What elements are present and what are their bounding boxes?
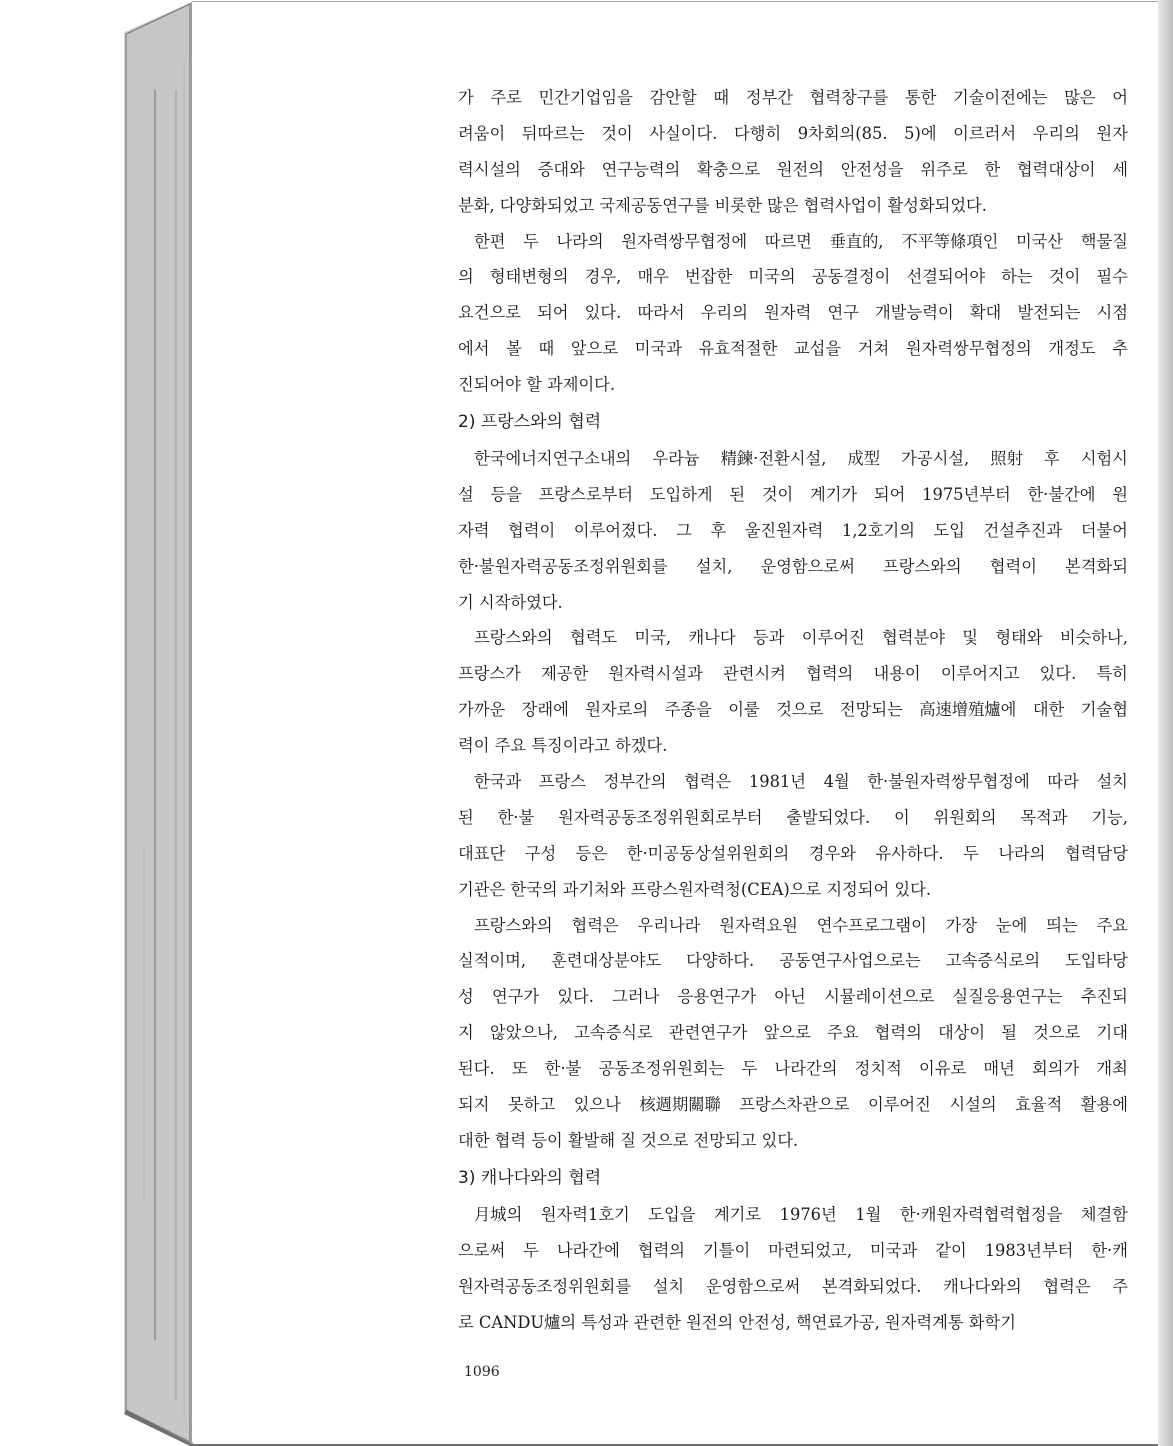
text-line: 설 등을 프랑스로부터 도입하게 된 것이 계기가 되어 1975년부터 한·불간에 원: [458, 484, 1128, 504]
text-line: 기관은 한국의 과기처와 프랑스원자력청(CEA)으로 지정되어 있다.: [458, 879, 932, 899]
paragraph: [458, 908, 1128, 1159]
text-line: 가까운 장래에 원자로의 주종을 이룰 것으로 전망되는 高速增殖爐에 대한 기술협: [458, 700, 1128, 720]
text-line: 된다. 또 한·불 공동조정위원회는 두 나라간의 정치적 이유로 매년 회의가 개최: [458, 1059, 1128, 1079]
section-heading: 2) 프랑스와의 협력: [458, 412, 602, 433]
text-line: 된 한·불 원자력공동조정위원회로부터 출발되었다. 이 위원회의 목적과 기능,: [458, 807, 1128, 827]
text-line: 대표단 구성 등은 한·미공동상설위원회의 경우와 유사하다. 두 나라의 협력담당: [458, 843, 1128, 863]
page-right-edge-shadow: [1158, 0, 1173, 1446]
text-line: 대한 협력 등이 활발해 질 것으로 전망되고 있다.: [458, 1130, 799, 1150]
paragraph: [458, 1197, 1128, 1341]
text-line: 분화, 다양화되었고 국제공동연구를 비롯한 많은 협력사업이 활성화되었다.: [458, 195, 987, 215]
paragraph: [458, 620, 1128, 764]
text-line: 한국과 프랑스 정부간의 협력은 1981년 4월 한·불원자력쌍무협정에 따라 설치: [474, 772, 1128, 792]
paragraph: [458, 764, 1128, 908]
text-line: 실적이며, 훈련대상분야도 다양하다. 공동연구사업으로는 고속증식로의 도입타당: [458, 951, 1128, 971]
text-line: 으로써 두 나라간에 협력의 기틀이 마련되었고, 미국과 같이 1983년부터 한·캐: [458, 1240, 1128, 1260]
text-line: 로 CANDU爐의 특성과 관련한 원전의 안전성, 핵연료가공, 원자력계통 화학기: [458, 1312, 1016, 1332]
text-line: 기 시작하였다.: [458, 592, 563, 612]
text-line: 요건으로 되어 있다. 따라서 우리의 원자력 연구 개발능력이 확대 발전되는 시점: [458, 303, 1128, 323]
text-line: 되지 못하고 있으나 核週期關聯 프랑스차관으로 이루어진 시설의 효율적 활용에: [458, 1095, 1128, 1115]
text-line: 한편 두 나라의 원자력쌍무협정에 따르면 垂直的, 不平等條項인 미국산 핵물질: [474, 231, 1128, 251]
text-line: 력시설의 증대와 연구능력의 확충으로 원전의 안전성을 위주로 한 협력대상이 세: [458, 159, 1128, 179]
text-line: 프랑스와의 협력도 미국, 캐나다 등과 이루어진 협력분야 및 형태와 비슷하나,: [474, 628, 1128, 648]
paragraph: [458, 441, 1128, 620]
text-line: 月城의 원자력1호기 도입을 계기로 1976년 1월 한·캐원자력협력협정을 체결함: [474, 1204, 1128, 1224]
text-line: 진되어야 할 과제이다.: [458, 375, 616, 395]
text-line: 프랑스가 제공한 원자력시설과 관련시켜 협력의 내용이 이루어지고 있다. 특히: [458, 664, 1128, 684]
section-heading: 3) 캐나다와의 협력: [458, 1167, 602, 1188]
paragraph: [458, 224, 1128, 403]
text-line: 지 않았으나, 고속증식로 관련연구가 앞으로 주요 협력의 대상이 될 것으로 기대: [458, 1023, 1128, 1043]
book-page: [192, 2, 1158, 1442]
text-line: 성 연구가 있다. 그러나 응용연구가 아닌 시뮬레이션으로 실질응용연구는 추진되: [458, 987, 1128, 1007]
text-line: 려움이 뒤따르는 것이 사실이다. 다행히 9차회의(85. 5)에 이르러서 우리의 원자: [458, 123, 1128, 143]
book-page-edges: [126, 4, 190, 1442]
text-line: 의 형태변형의 경우, 매우 번잡한 미국의 공동결정이 선결되어야 하는 것이 필수: [458, 267, 1128, 287]
text-line: 프랑스와의 협력은 우리나라 원자력요원 연수프로그램이 가장 눈에 띄는 주요: [474, 915, 1128, 935]
text-line: 력이 주요 특징이라고 하겠다.: [458, 736, 668, 756]
text-line: 에서 볼 때 앞으로 미국과 유효적절한 교섭을 거쳐 원자력쌍무협정의 개정도 추: [458, 339, 1128, 359]
paragraph: [458, 80, 1128, 224]
text-line: 한국에너지연구소내의 우라늄 精鍊·전환시설, 成型 가공시설, 照射 후 시험시: [474, 449, 1128, 469]
text-column: [458, 80, 1128, 1340]
text-line: 자력 협력이 이루어졌다. 그 후 울진원자력 1,2호기의 도입 건설추진과 더불어: [458, 520, 1128, 540]
text-line: 원자력공동조정위원회를 설치 운영함으로써 본격화되었다. 캐나다와의 협력은 주: [458, 1276, 1128, 1296]
text-line: 가 주로 민간기업임을 감안할 때 정부간 협력창구를 통한 기술이전에는 많은 어: [458, 88, 1128, 107]
text-line: 한·불원자력공동조정위원회를 설치, 운영함으로써 프랑스와의 협력이 본격화되: [458, 556, 1128, 576]
page-number: 1096: [464, 1364, 500, 1380]
